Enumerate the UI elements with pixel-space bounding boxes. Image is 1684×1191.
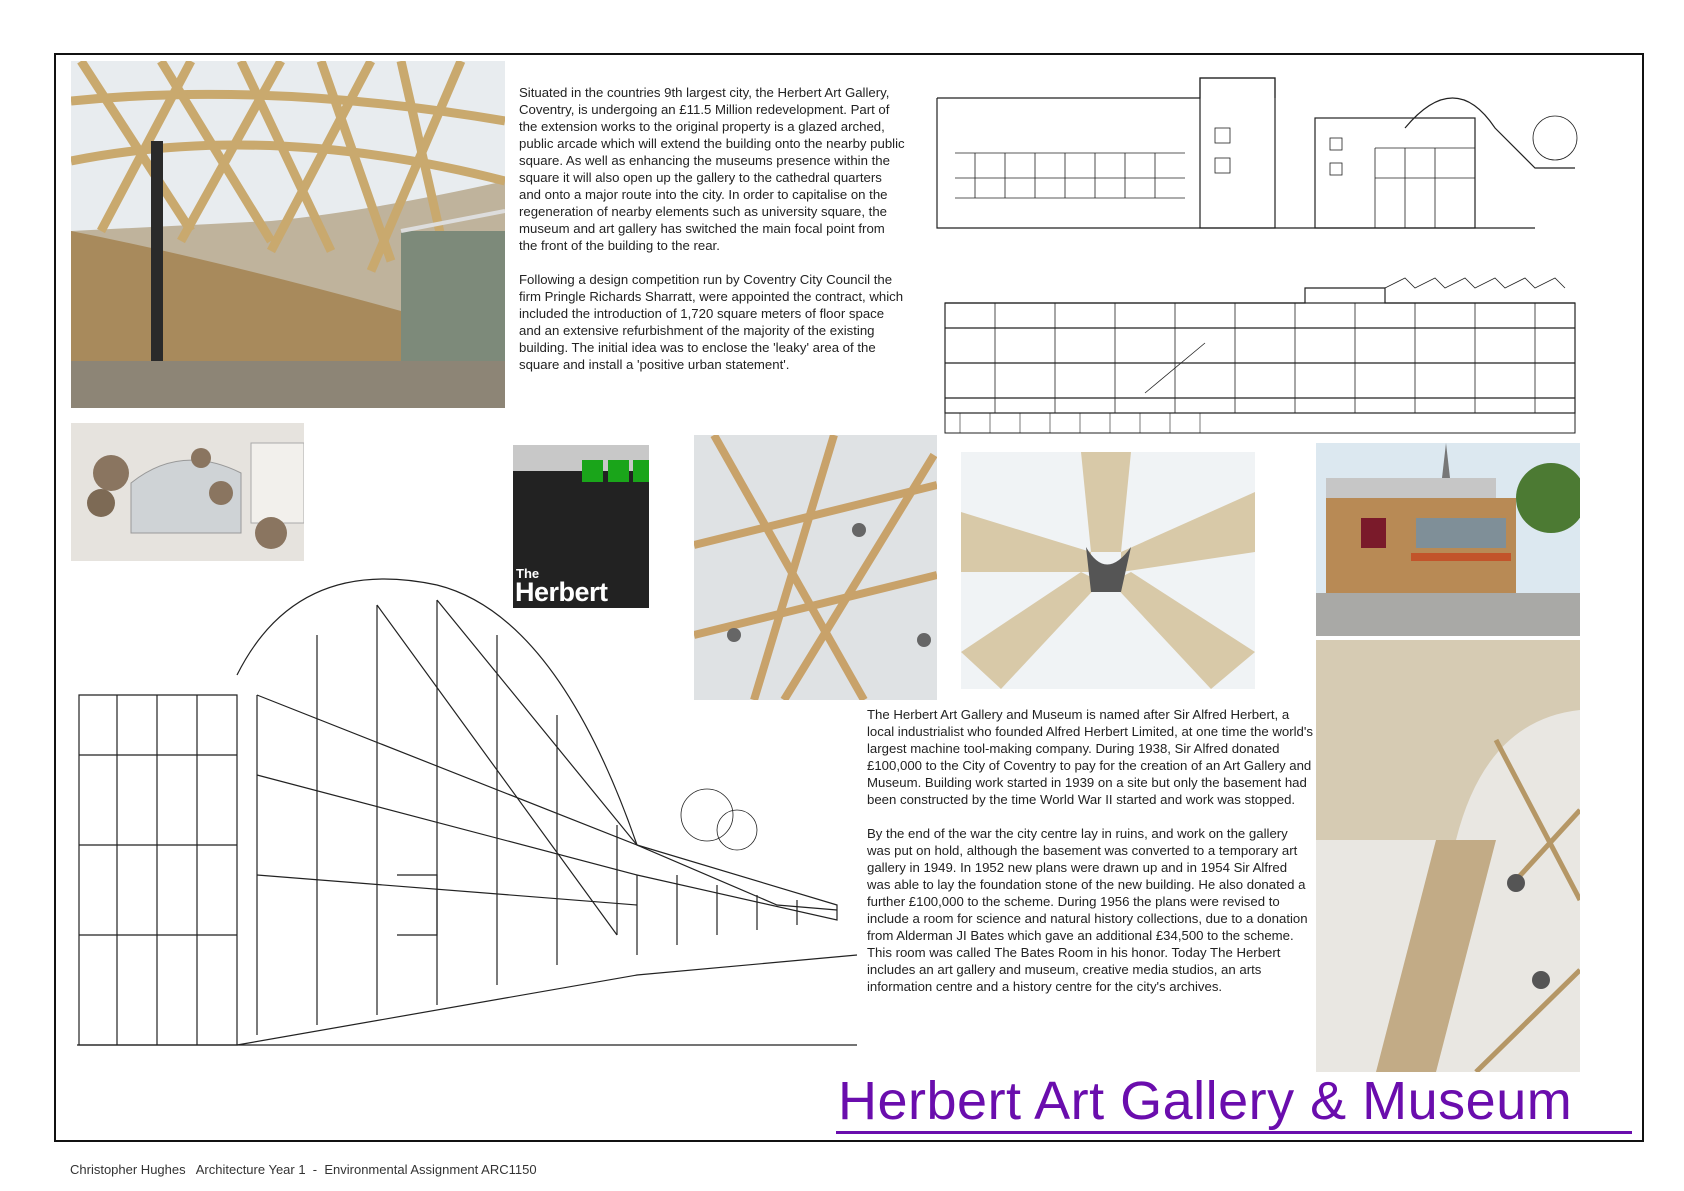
- intro-text: [519, 84, 905, 390]
- photo-column-detail: [1316, 640, 1580, 1072]
- photo-site-model: [71, 423, 304, 561]
- photo-arcade-interior: [71, 61, 505, 408]
- logo-accent-2: [608, 460, 629, 482]
- perspective-drawing: [77, 575, 859, 1065]
- history-paragraph-2: By the end of the war the city centre lay in ruins, and work on the gallery was put on hold, although the basement was converted to a temporary art gallery in 1949. In 1952 new plans were drawn up and in 1954 Sir Alfred was able to lay the foundation stone of the new building. He also donated a further £100,000 to the scheme. During 1956 the plans were revised to include a room for science and natural history collections, due to a donation from Alderman JI Bates which gave an additional £34,500 to the scheme. This room was called The Bates Room in his honor. Today The Herbert includes an art gallery and museum, creative media studios, an arts information centre and a history centre for the city's archives.: [867, 826, 1308, 994]
- intro-paragraph-2: Following a design competition run by Coventry City Council the firm Pringle Richards Sharratt, were appointed the contract, which included the introduction of 1,720 square meters of floor space and an extensive refurbishment of the majority of the existing building. The initial idea was to enclose the 'leaky' area of the square and install a 'positive urban statement'.: [519, 272, 904, 372]
- logo-accent-1: [582, 460, 603, 482]
- logo-accent-3: [633, 460, 649, 482]
- page-title: Herbert Art Gallery & Museum: [838, 1071, 1573, 1131]
- section-drawing: [915, 273, 1605, 438]
- footer-credit: Christopher Hughes Architecture Year 1 - Environmental Assignment ARC1150: [70, 1162, 537, 1177]
- title-underline: [836, 1131, 1632, 1134]
- history-text: [867, 706, 1313, 1012]
- logo-small-text: The: [516, 566, 540, 581]
- history-paragraph-1: The Herbert Art Gallery and Museum is named after Sir Alfred Herbert, a local industrialist who founded Alfred Herbert Limited, at one time the world's largest machine tool-making company. During 1938, Sir Alfred donated £100,000 to the City of Coventry to pay for the creation of an Art Gallery and Museum. Building work started in 1939 on a site but only the basement had been constructed by the time World War II started and work was stopped.: [867, 707, 1313, 807]
- photo-timber-node: [961, 452, 1255, 689]
- elevation-drawing: [935, 68, 1595, 234]
- intro-paragraph-1: Situated in the countries 9th largest city, the Herbert Art Gallery, Coventry, is undergoing an £11.5 Million redevelopment. Part of the extension works to the original property is a glazed arched, public arcade which will extend the building onto the nearby public square. As well as enhancing the museums presence within the square it will also open up the gallery to the cathedral quarters and onto a major route into the city. In order to capitalise on the regeneration of nearby elements such as university square, the museum and art gallery has switched the main focal point from the front of the building to the rear.: [519, 85, 905, 253]
- logo-big-text: Herbert: [515, 577, 608, 607]
- photo-exterior: [1316, 443, 1580, 636]
